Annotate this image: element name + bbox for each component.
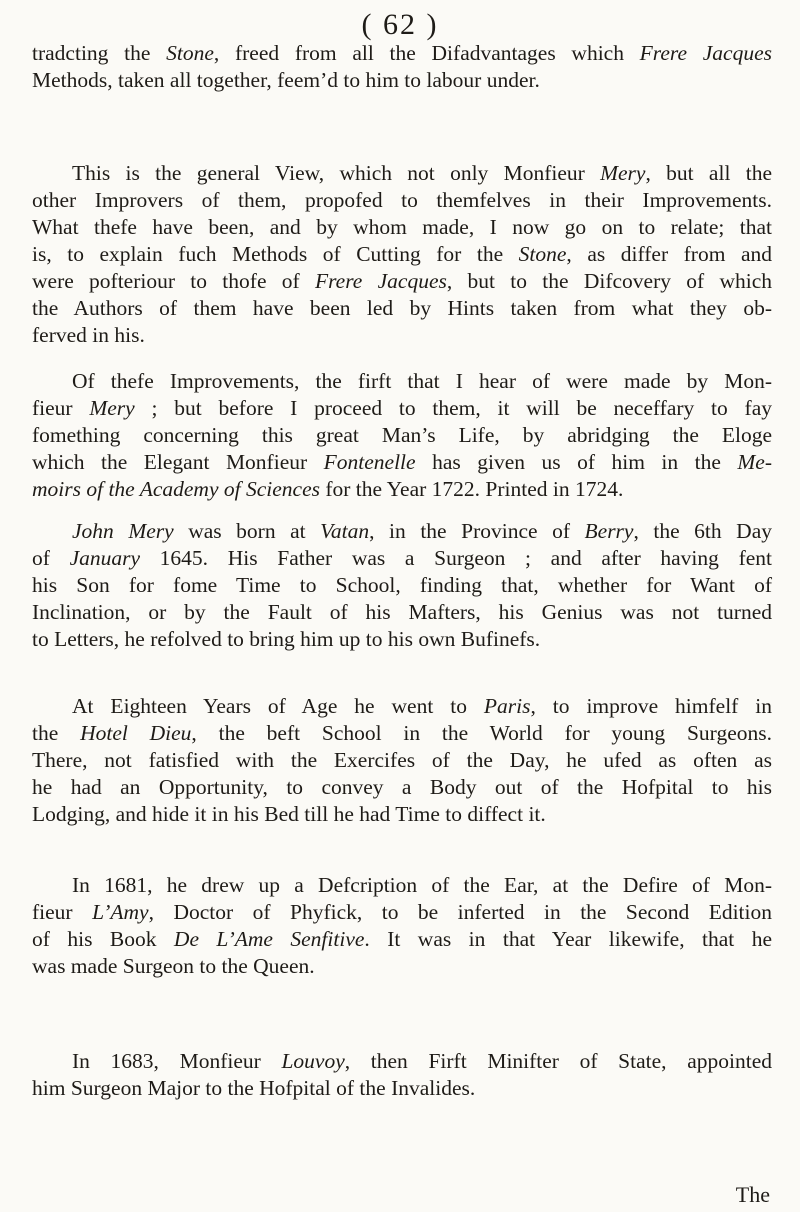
paragraph-7 (32, 1048, 772, 1102)
paragraph-1 (32, 40, 772, 94)
text-line: fieur L’Amy, Doctor of Phyfick, to be inferted in the Second Edition (32, 900, 772, 924)
text-line: is, to explain fuch Methods of Cutting for the Stone, as differ from and (32, 242, 772, 266)
text-line: his Son for fome Time to School, finding that, whether for Want of (32, 573, 772, 597)
text-line: the Hotel Dieu, the beft School in the World for young Surgeons. (32, 721, 772, 745)
text-line: which the Elegant Monfieur Fontenelle has given us of him in the Me- (32, 450, 772, 474)
text-line: In 1681, he drew up a Defcription of the Ear, at the Defire of Mon- (72, 873, 772, 897)
text-line: him Surgeon Major to the Hofpital of the Invalides. (32, 1076, 476, 1100)
text-line: There, not fatisfied with the Exercifes of the Day, he ufed as often as (32, 748, 772, 772)
paragraph-4 (32, 518, 772, 653)
text-line: he had an Opportunity, to convey a Body out of the Hofpital to his (32, 775, 772, 799)
text-line: John Mery was born at Vatan, in the Province of Berry, the 6th Day (72, 519, 772, 543)
text-line: Inclination, or by the Fault of his Mafters, his Genius was not turned (32, 600, 772, 624)
paragraph-2 (32, 160, 772, 349)
text-line: What thefe have been, and by whom made, I now go on to relate; that (32, 215, 772, 239)
paragraph-5 (32, 693, 772, 828)
text-line: fieur Mery ; but before I proceed to them, it will be neceffary to fay (32, 396, 772, 420)
text-line: the Authors of them have been led by Hints taken from what they ob- (32, 296, 772, 320)
text-line: to Letters, he refolved to bring him up to his own Bufinefs. (32, 627, 541, 651)
text-line: moirs of the Academy of Sciences for the Year 1722. Printed in 1724. (32, 477, 624, 501)
text-line: In 1683, Monfieur Louvoy, then Firft Minifter of State, appointed (72, 1049, 772, 1073)
catchword: The (735, 1182, 770, 1207)
text-line: ferved in his. (32, 323, 145, 347)
text-line: were pofteriour to thofe of Frere Jacques, but to the Difcovery of which (32, 269, 772, 293)
text-line: Lodging, and hide it in his Bed till he had Time to diffect it. (32, 802, 546, 826)
text-line: tradcting the Stone, freed from all the Difadvantages which Frere Jacques (32, 41, 772, 65)
text-line: fomething concerning this great Man’s Life, by abridging the Eloge (32, 423, 772, 447)
text-line: Methods, taken all together, feem’d to him to labour under. (32, 68, 540, 92)
text-line: This is the general View, which not only Monfieur Mery, but all the (72, 161, 772, 185)
text-line: was made Surgeon to the Queen. (32, 954, 315, 978)
page-number: ( 62 ) (361, 8, 439, 41)
text-line: Of thefe Improvements, the firft that I hear of were made by Mon- (72, 369, 772, 393)
text-line: At Eighteen Years of Age he went to Paris, to improve himfelf in (72, 694, 772, 718)
text-line: of January 1645. His Father was a Surgeon ; and after having fent (32, 546, 772, 570)
paragraph-3 (32, 368, 772, 503)
text-line: of his Book De L’Ame Senfitive. It was in that Year likewife, that he (32, 927, 773, 951)
text-line: other Improvers of them, propofed to themfelves in their Improvements. (32, 188, 772, 212)
paragraph-6 (32, 872, 772, 980)
